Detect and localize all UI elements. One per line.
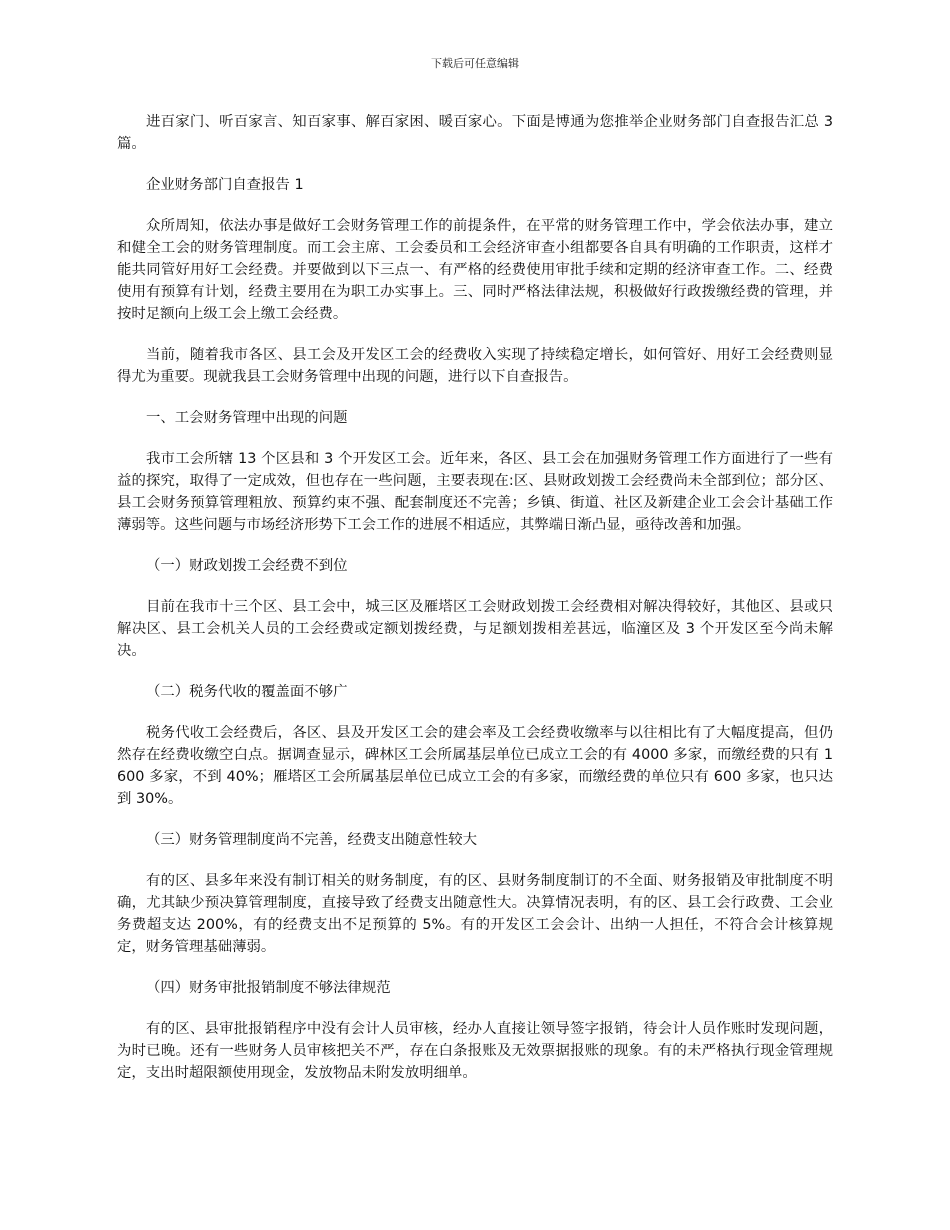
body-paragraph: 目前在我市十三个区、县工会中，城三区及雁塔区工会财政划拨工会经费相对解决得较好，其他区、县或只解决区、县工会机关人员的工会经费或定额划拨经费，与足额划拨相差甚远，临潼区及 3 个开发区至今尚未解决。 — [117, 599, 833, 659]
subsection-heading: （一）财政划拨工会经费不到位 — [146, 558, 348, 574]
body-paragraph: 我市工会所辖 13 个区县和 3 个开发区工会。近年来，各区、县工会在加强财务管理工作方面进行了一些有益的探究，取得了一定成效，但也存在一些问题，主要表现在:区、县财政划拨工会经费尚未全部到位；部分区、县工会财务预算管理粗放、预算约束不强、配套制度还不完善；乡镇、街道、社区及新建企业工会会计基础工作薄弱等。这些问题与市场经济形势下工会工作的进展不相适应，其弊端日渐凸显，亟待改善和加强。 — [117, 451, 833, 533]
section-heading: 一、工会财务管理中出现的问题 — [146, 410, 348, 426]
body-paragraph: 有的区、县审批报销程序中没有会计人员审核，经办人直接让领导签字报销，待会计人员作账时发现问题，为时已晚。还有一些财务人员审核把关不严，存在白条报账及无效票据报账的现象。有的未严格执行现金管理规定，支出时超限额使用现金，发放物品未附发放明细单。 — [117, 1021, 833, 1081]
subsection-heading: （二）税务代收的覆盖面不够广 — [146, 684, 348, 700]
intro-paragraph: 进百家门、听百家言、知百家事、解百家困、暖百家心。下面是博通为您推举企业财务部门自查报告汇总 3 篇。 — [117, 114, 833, 152]
body-paragraph: 税务代收工会经费后，各区、县及开发区工会的建会率及工会经费收缴率与以往相比有了大幅度提高，但仍然存在经费收缴空白点。据调查显示，碑林区工会所属基层单位已成立工会的有 4000 多家，而缴经费的只有 1600 多家，不到 40%；雁塔区工会所属基层单位已成立工会的有多家，而缴经费的单位只有 600 多家，也只达到 30%。 — [117, 725, 833, 807]
subsection-heading: （三）财务管理制度尚不完善，经费支出随意性较大 — [146, 832, 477, 848]
document-body — [117, 111, 833, 1103]
subsection-heading: （四）财务审批报销制度不够法律规范 — [146, 980, 391, 996]
page-header: 下载后可任意编辑 — [431, 57, 519, 70]
report-title: 企业财务部门自查报告 1 — [146, 177, 304, 193]
body-paragraph: 当前，随着我市各区、县工会及开发区工会的经费收入实现了持续稳定增长，如何管好、用好工会经费则显得尤为重要。现就我县工会财务管理中出现的问题，进行以下自查报告。 — [117, 347, 833, 385]
body-paragraph: 有的区、县多年来没有制订相关的财务制度，有的区、县财务制度制订的不全面、财务报销及审批制度不明确，尤其缺少预决算管理制度，直接导致了经费支出随意性大。决算情况表明，有的区、县工会行政费、工会业务费超支达 200%，有的经费支出不足预算的 5%。有的开发区工会会计、出纳一人担任，不符合会计核算规定，财务管理基础薄弱。 — [117, 873, 833, 955]
body-paragraph: 众所周知，依法办事是做好工会财务管理工作的前提条件，在平常的财务管理工作中，学会依法办事，建立和健全工会的财务管理制度。而工会主席、工会委员和工会经济审查小组都要各自具有明确的工作职责，这样才能共同管好用好工会经费。并要做到以下三点一、有严格的经费使用审批手续和定期的经济审查工作。二、经费使用有预算有计划，经费主要用在为职工办实事上。三、同时严格法律法规，积极做好行政拨缴经费的管理，并按时足额向上级工会上缴工会经费。 — [117, 218, 833, 322]
